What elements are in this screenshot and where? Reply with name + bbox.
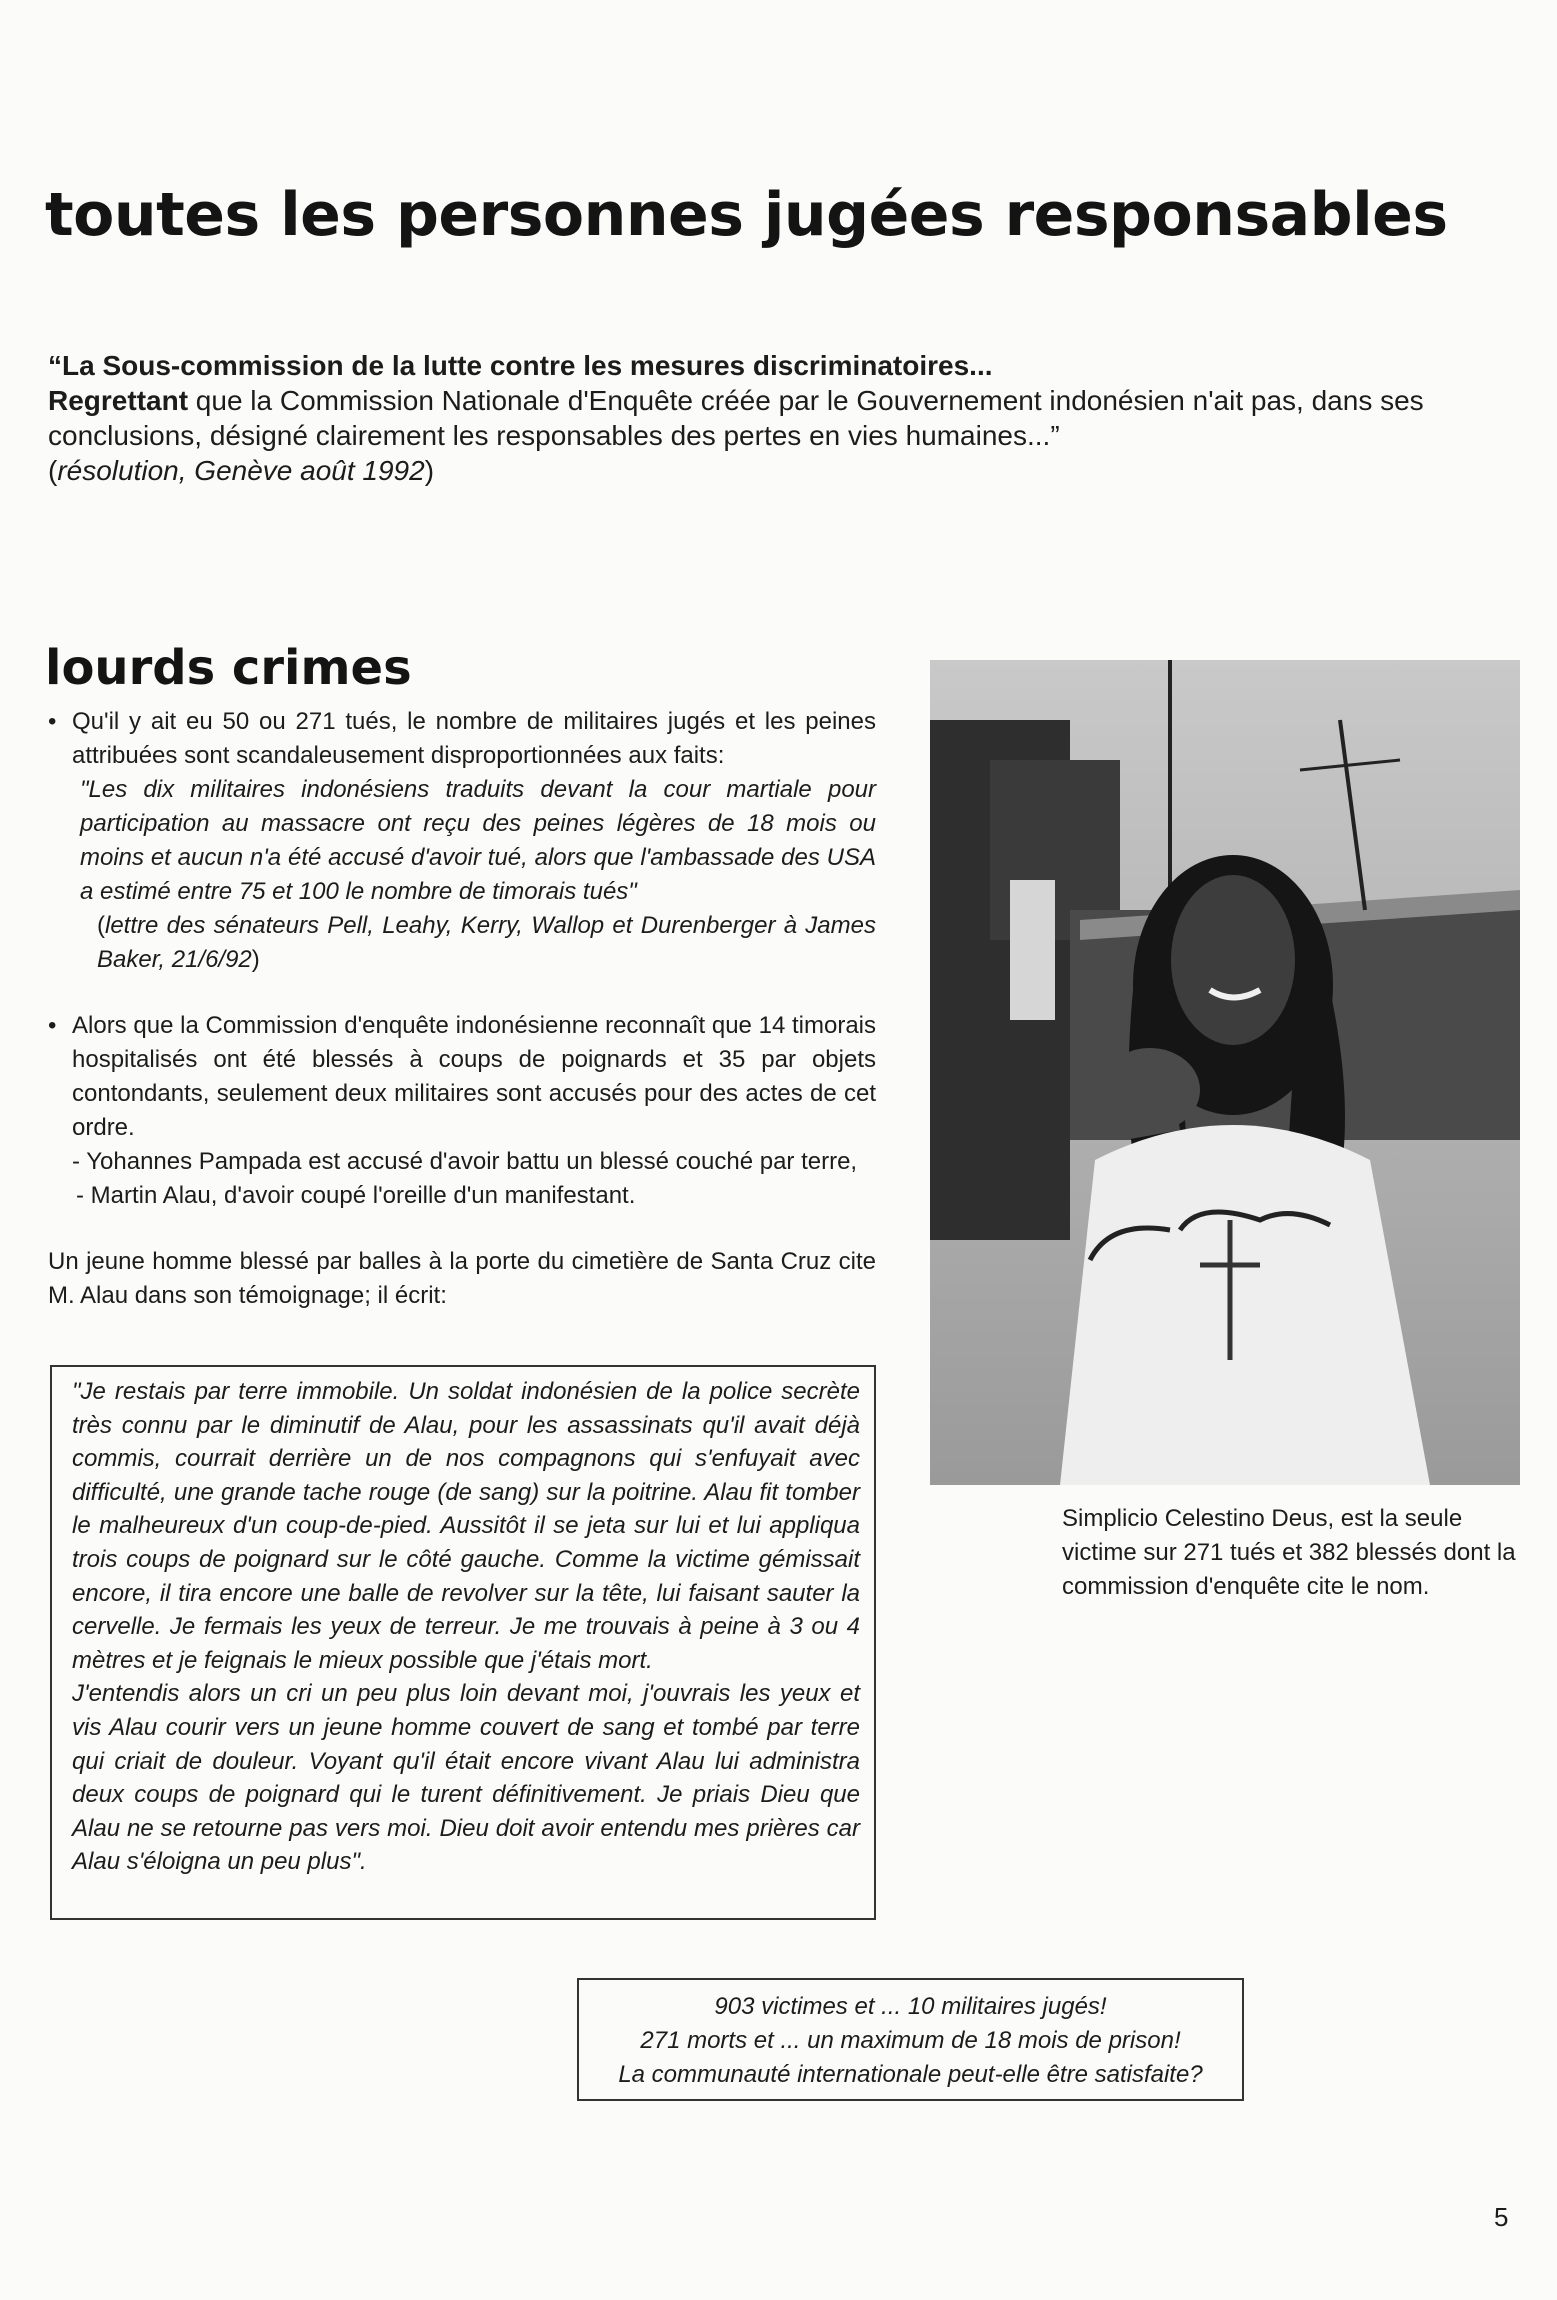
section-title: lourds crimes [45, 640, 412, 696]
intro-lead: “La Sous-commission de la lutte contre les mesures discriminatoires... [48, 350, 993, 381]
intro-text [48, 383, 1528, 453]
intro-body: que la Commission Nationale d'Enquête créée par le Gouvernement indonésien n'ait pas, dans ses conclusions, désigné clairement les responsables des pertes en vies humaines...” [48, 385, 1424, 451]
intro-source: résolution, Genève août 1992 [57, 455, 425, 486]
bullet-item-2 [48, 1009, 876, 1213]
victim-photo [930, 660, 1520, 1485]
page-number: 5 [1494, 2202, 1509, 2232]
bullet-1-source-line: (lettre des sénateurs Pell, Leahy, Kerry, Wallop et Durenberger à James Baker, 21/6/92) [97, 912, 876, 973]
summary-line-3: La communauté internationale peut-elle être satisfaite? [618, 2061, 1203, 2088]
witness-intro: Un jeune homme blessé par balles à la porte du cimetière de Santa Cruz cite M. Alau dans son témoignage; il écrit: [48, 1248, 876, 1309]
bullet-2-item-1: - Yohannes Pampada est accusé d'avoir battu un blessé couché par terre, [72, 1148, 858, 1175]
bullet-1-quote: "Les dix militaires indonésiens traduits devant la cour martiale pour participation au massacre ont reçu des peines légères de 18 mois ou moins et aucun n'a été accusé d'avoir tué, alors que l'ambassade des USA a estimé entre 75 et 100 le nombre de timorais tués" [80, 776, 876, 905]
bullet-2-item-2: - Martin Alau, d'avoir coupé l'oreille d'un manifestant. [76, 1182, 636, 1209]
testimony-paragraph-2: J'entendis alors un cri un peu plus loin devant moi, j'ouvrais les yeux et vis Alau courir vers un jeune homme couvert de sang et tombé par terre qui criait de douleur. Voyant qu'il était encore vivant Alau lui administra deux coups de poignard qui le turent définitivement. Je priais Dieu que Alau ne se retourne pas vers moi. Dieu doit avoir entendu mes prières car Alau s'éloigna un peu plus". [72, 1680, 860, 1876]
bullet-item-1 [48, 705, 876, 977]
summary-line-1: 903 victimes et ... 10 militaires jugés! [714, 1993, 1107, 2020]
article-column [48, 705, 876, 1313]
photo-caption: Simplicio Celestino Deus, est la seule victime sur 271 tués et 382 blessés dont la commission d'enquête cite le nom. [1062, 1505, 1516, 1600]
intro-bold-word: Regrettant [48, 385, 189, 416]
testimony-paragraph-1: "Je restais par terre immobile. Un soldat indonésien de la police secrète très connu par le diminutif de Alau, pour les assassinats qu'il avait déjà commis, courrait derrière un de nos compagnons qui s'enfuyait avec difficulté, une grande tache rouge (de sang) sur la poitrine. Alau fit tomber le malheureux d'un coup-de-pied. Aussitôt il se jeta sur lui et lui appliqua trois coups de poignard sur le côté gauche. Comme la victime gémissait encore, il tira encore une balle de revolver sur la tête, lui faisant sauter la cervelle. Je fermais les yeux de terreur. Je me trouvais à peine à 3 ou 4 mètres et je feignais le mieux possible que j'étais mort. [72, 1378, 860, 1674]
bullet-1-source: lettre des sénateurs Pell, Leahy, Kerry, Wallop et Durenberger à James Baker, 21/6/92 [97, 912, 876, 973]
intro-source-line: (résolution, Genève août 1992) [48, 455, 435, 486]
bullet-2-text: • Alors que la Commission d'enquête indonésienne reconnaît que 14 timorais hospitalisés ont été blessés à coups de poignards et 35 par objets contondants, seulement deux militaires sont accusés pour des actes de cet ordre. [72, 1012, 876, 1141]
page-title: toutes les personnes jugées responsables [45, 180, 1448, 250]
bullet-1-text: • Qu'il y ait eu 50 ou 271 tués, le nombre de militaires jugés et les peines attribuées sont scandaleusement disproportionnées aux faits: [72, 708, 876, 769]
summary-box [577, 1978, 1244, 2101]
intro-quote [48, 348, 1528, 488]
victim-photo-image [930, 660, 1520, 1485]
testimony-box [50, 1365, 876, 1920]
summary-line-2: 271 morts et ... un maximum de 18 mois de prison! [640, 2027, 1181, 2054]
